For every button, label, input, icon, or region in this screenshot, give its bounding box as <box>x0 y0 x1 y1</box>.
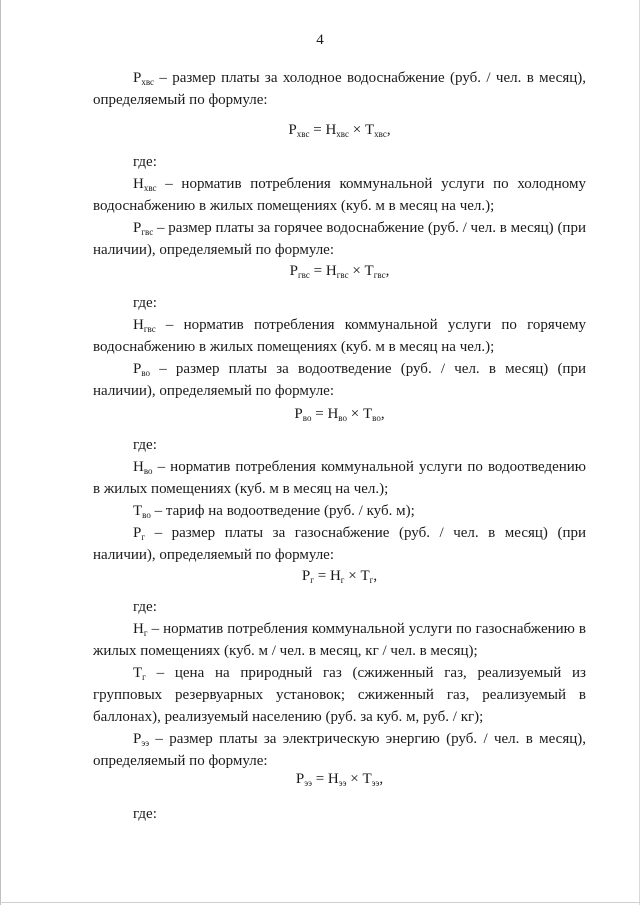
page-edge-bottom <box>0 902 640 903</box>
paragraph-group-gvs <box>93 292 586 402</box>
paragraph-t-g: $Т_г$ – цена на природный газ (сжиженный газ, реализуемый из групповых резервуарных установок; сжиженный газ, реализуемый в баллонах), реализуемый населению (руб. за куб. м, руб. / кг); <box>93 665 586 725</box>
paragraph-ee-definition: $Р_{ээ}$ – размер платы за электрическую энергию (руб. / чел. в месяц), определяемый по формуле: <box>93 731 586 769</box>
formula-g: $Р_г = Н_г \times Т_г$, <box>301 568 378 585</box>
paragraph-group-g <box>93 596 586 772</box>
formula-ee: $Р_{ээ} = Н_{ээ} \times Т_{ээ}$, <box>295 771 384 788</box>
where-label: где: <box>133 437 157 453</box>
where-label: где: <box>133 806 157 822</box>
formula-gvs: $Р_{гвс} = Н_{гвс} \times Т_{гвс}$, <box>289 263 390 280</box>
formula-vo: $Р_{во} = Н_{во} \times Т_{во}$, <box>294 406 385 423</box>
where-label: где: <box>133 154 157 170</box>
page-number: 4 <box>316 32 324 48</box>
page-edge-left <box>0 0 1 905</box>
where-label: где: <box>133 295 157 311</box>
paragraph-n-vo: $Н_{во}$ – норматив потребления коммунальной услуги по водоотведению в жилых помещениях (куб. м в месяц на чел.); <box>93 459 586 497</box>
paragraph-group-hvs <box>93 151 586 261</box>
paragraph-n-g: $Н_г$ – норматив потребления коммунальной услуги по газоснабжению в жилых помещениях (куб. м / чел. в месяц, кг / чел. в месяц); <box>93 621 586 659</box>
paragraph-vo-definition: $Р_{во}$ – размер платы за водоотведение (руб. / чел. в месяц) (при наличии), определяемый по формуле: <box>93 361 586 399</box>
paragraph-gvs-definition: $Р_{гвс}$ – размер платы за горячее водоснабжение (руб. / чел. в месяц) (при наличии), определяемый по формуле: <box>93 220 586 258</box>
paragraph-group-vo <box>93 434 586 566</box>
paragraph-n-hvs: $Н_{хвс}$ – норматив потребления коммунальной услуги по холодному водоснабжению в жилых помещениях (куб. м в месяц на чел.); <box>93 176 586 214</box>
paragraph-t-vo: $Т_{во}$ – тариф на водоотведение (руб. / куб. м); <box>133 503 415 520</box>
paragraph-g-definition: $Р_г$ – размер платы за газоснабжение (руб. / чел. в месяц) (при наличии), определяемый по формуле: <box>93 525 586 563</box>
paragraph-group-ee <box>93 803 586 825</box>
paragraph-n-gvs: $Н_{гвс}$ – норматив потребления коммунальной услуги по горячему водоснабжению в жилых помещениях (куб. м в месяц на чел.); <box>93 317 586 355</box>
paragraph-hvs-definition: $Р_{хвс}$ – размер платы за холодное водоснабжение (руб. / чел. в месяц), определяемый по формуле: <box>93 70 586 108</box>
formula-hvs: $Р_{хвс} = Н_{хвс} \times Т_{хвс}$, <box>288 122 391 139</box>
where-label: где: <box>133 599 157 615</box>
